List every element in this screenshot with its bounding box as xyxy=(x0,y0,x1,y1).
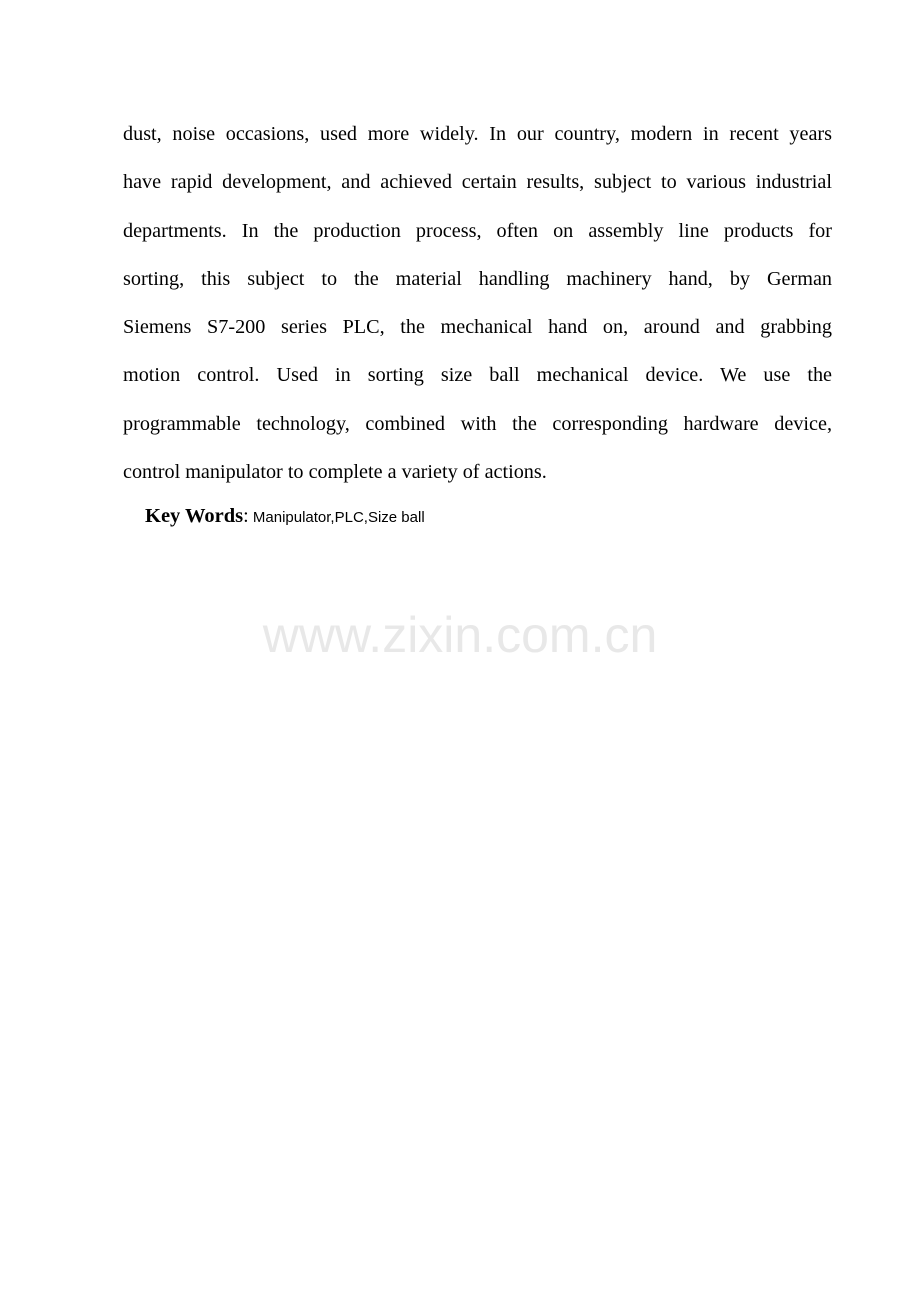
abstract-line-1: dust, noise occasions, used more widely. In our country, modern in recent years xyxy=(123,123,832,145)
keywords-line xyxy=(145,500,425,532)
abstract-paragraph xyxy=(123,114,832,500)
abstract-line-7: programmable technology, combined with the corresponding hardware device, xyxy=(123,412,832,435)
abstract-line-8: control manipulator to complete a variety of actions. xyxy=(123,461,547,484)
keywords-separator: : xyxy=(243,505,249,527)
abstract-line-4: sorting, this subject to the material handling machinery hand, by German xyxy=(123,267,832,290)
watermark: www.zixin.com.cn xyxy=(262,607,658,663)
abstract-line-2: have rapid development, and achieved certain results, subject to various industrial xyxy=(123,171,832,194)
abstract-line-3: departments. In the production process, often on assembly line products for xyxy=(123,219,832,242)
keywords-values: Manipulator,PLC,Size ball xyxy=(248,509,425,526)
keywords-label: Key Words xyxy=(145,505,244,527)
abstract-line-5: Siemens S7-200 series PLC, the mechanical hand on, around and grabbing xyxy=(123,316,832,339)
abstract-line-6: motion control. Used in sorting size ball mechanical device. We use the xyxy=(123,364,832,387)
